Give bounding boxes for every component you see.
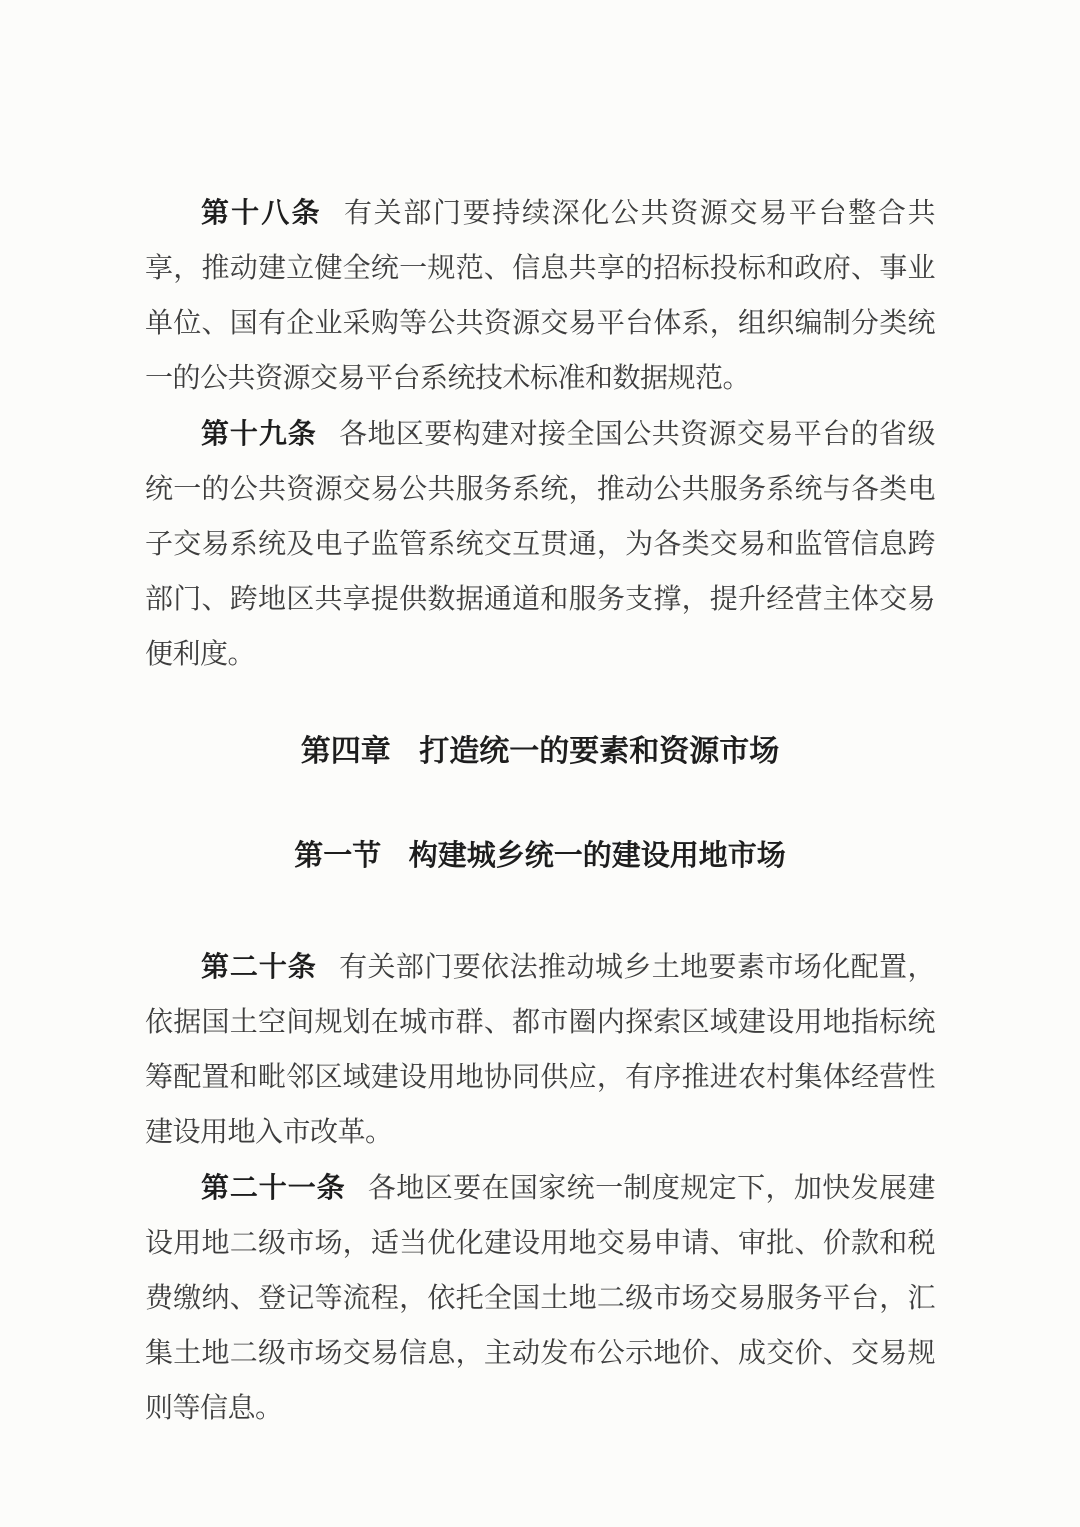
- article-19-paragraph: [145, 406, 935, 682]
- article-21-number-label: 第二十一条: [201, 1172, 346, 1203]
- section-number: 第一节: [294, 840, 382, 872]
- chapter-title: 打造统一的要素和资源市场: [419, 735, 780, 768]
- article-20-paragraph: [145, 939, 935, 1160]
- section-heading: [145, 829, 935, 884]
- article-18-number-label: 第十八条: [201, 197, 322, 228]
- article-19-number-label: 第十九条: [201, 418, 317, 449]
- chapter-number: 第四章: [300, 735, 391, 768]
- chapter-heading: [145, 724, 935, 779]
- article-20-body-text: 有关部门要依法推动城乡土地要素市场化配置，依据国土空间规划在城市群、都市圈内探索区域建设用地指标统筹配置和毗邻区域建设用地协同供应，有序推进农村集体经营性建设用地入市改革。: [145, 952, 935, 1148]
- article-21-paragraph: [145, 1160, 935, 1436]
- article-19-body-text: 各地区要构建对接全国公共资源交易平台的省级统一的公共资源交易公共服务系统，推动公共服务系统与各类电子交易系统及电子监管系统交互贯通，为各类交易和监管信息跨部门、跨地区共享提供数据通道和服务支撑，提升经营主体交易便利度。: [145, 419, 935, 670]
- section-articles-block: [145, 939, 935, 1436]
- article-20-number-label: 第二十条: [201, 951, 317, 982]
- article-18-body-text: 有关部门要持续深化公共资源交易平台整合共享，推动建立健全统一规范、信息共享的招标投标和政府、事业单位、国有企业采购等公共资源交易平台体系，组织编制分类统一的公共资源交易平台系统技术标准和数据规范。: [145, 198, 935, 394]
- section-title: 构建城乡统一的建设用地市场: [408, 840, 786, 872]
- article-18-paragraph: [145, 185, 935, 406]
- article-21-body-text: 各地区要在国家统一制度规定下，加快发展建设用地二级市场，适当优化建设用地交易申请、审批、价款和税费缴纳、登记等流程，依托全国土地二级市场交易服务平台，汇集土地二级市场交易信息，主动发布公示地价、成交价、交易规则等信息。: [145, 1173, 935, 1424]
